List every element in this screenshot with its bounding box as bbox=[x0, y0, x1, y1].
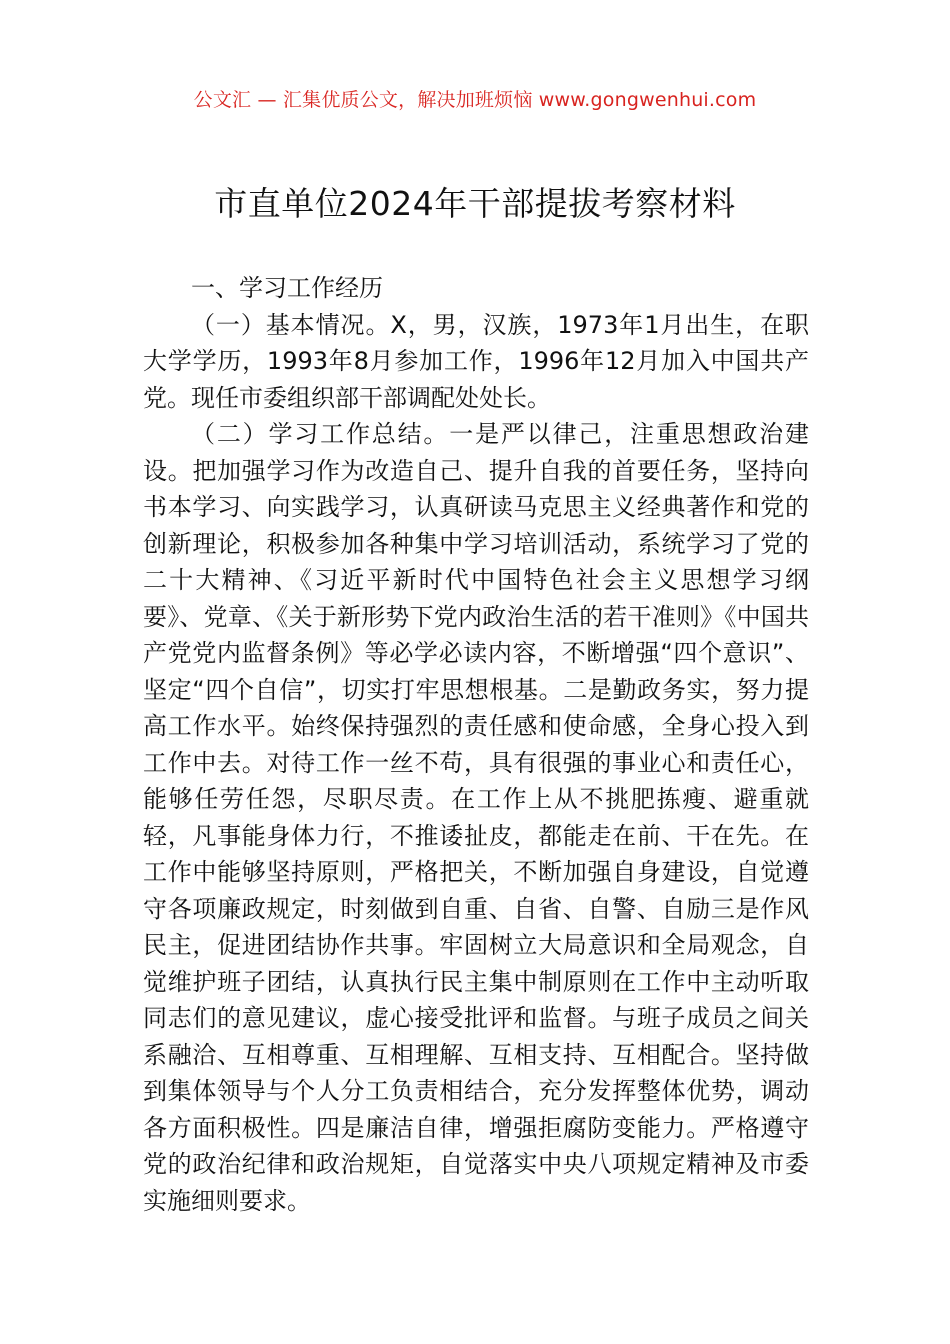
paragraph-basic-info: （一）基本情况。X，男，汉族，1973年1月出生，在职大学学历，1993年8月参加工作，1996年12月加入中国共产党。现任市委组织部干部调配处处长。 bbox=[143, 310, 809, 412]
paragraph-work-summary: （二）学习工作总结。一是严以律己，注重思想政治建设。把加强学习作为改造自己、提升自我的首要任务，坚持向书本学习、向实践学习，认真研读马克思主义经典著作和党的创新理论，积极参加各种集中学习培训活动，系统学习了党的二十大精神、《习近平新时代中国特色社会主义思想学习纲要》、党章、《关于新形势下党内政治生活的若干准则》《中国共产党党内监督条例》等必学必读内容，不断增强“四个意识”、坚定“四个自信”，切实打牢思想根基。二是勤政务实，努力提高工作水平。始终保持强烈的责任感和使命感，全身心投入到工作中去。对待工作一丝不苟，具有很强的事业心和责任心，能够任劳任怨，尽职尽责。在工作上从不挑肥拣瘦、避重就轻，凡事能身体力行，不推诿扯皮，都能走在前、干在先。在工作中能够坚持原则，严格把关，不断加强自身建设，自觉遵守各项廉政规定，时刻做到自重、自省、自警、自励三是作风民主，促进团结协作共事。牢固树立大局意识和全局观念，自觉维护班子团结，认真执行民主集中制原则在工作中主动听取同志们的意见建议，虚心接受批评和监督。与班子成员之间关系融洽、互相尊重、互相理解、互相支持、互相配合。坚持做到集体领导与个人分工负责相结合，充分发挥整体优势，调动各方面积极性。四是廉洁自律，增强拒腐防变能力。严格遵守党的政治纪律和政治规矩，自觉落实中央八项规定精神及市委实施细则要求。 bbox=[143, 420, 809, 1215]
site-banner: 公文汇 — 汇集优质公文，解决加班烦恼 www.gongwenhui.com bbox=[193, 89, 757, 111]
document-title: 市直单位2024年干部提拔考察材料 bbox=[214, 184, 736, 223]
document-body bbox=[143, 270, 809, 1219]
section-heading: 一、学习工作经历 bbox=[191, 274, 383, 302]
